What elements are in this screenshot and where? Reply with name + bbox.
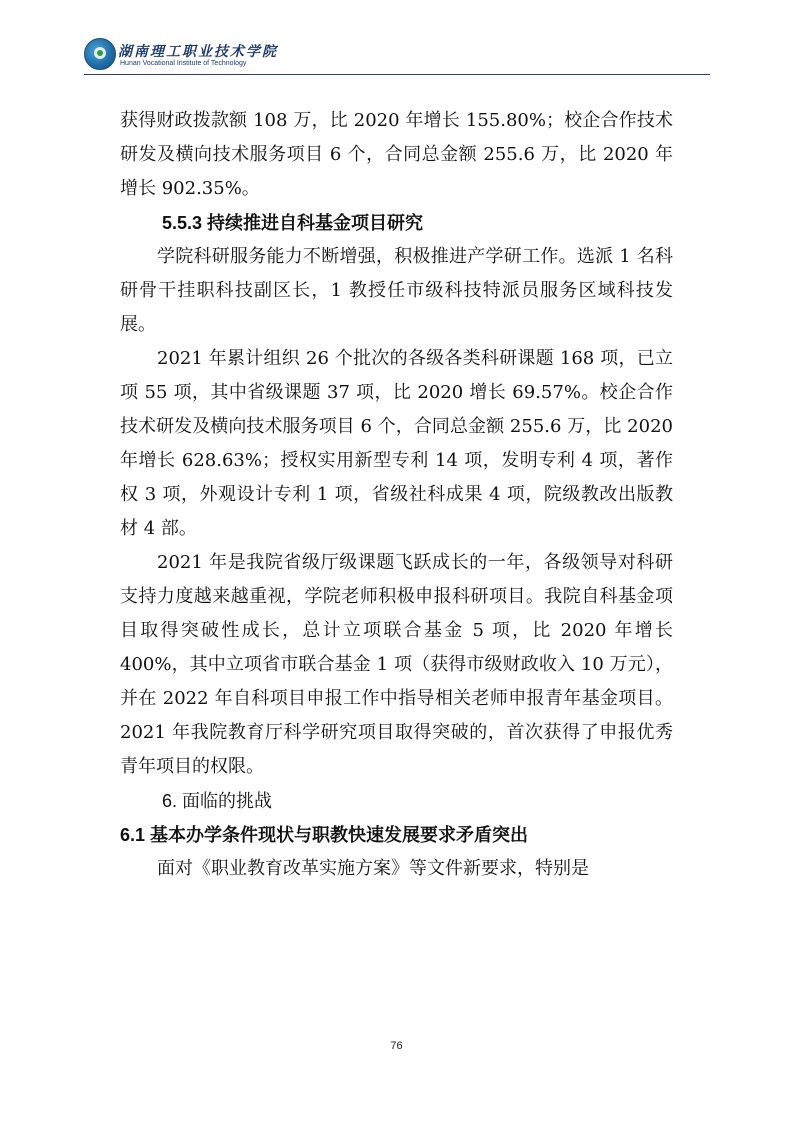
section-heading-5-5-3: 5.5.3 持续推进自科基金项目研究 [162,213,424,233]
paragraph-challenges: 面对《职业教育改革实施方案》等文件新要求，特别是 [157,858,589,879]
paragraph-2021-projects: 2021 年累计组织 26 个批次的各级各类科研课题 168 项，已立项 55 项，其中省级课题 37 项，比 2020 增长 69.57%。校企合作技术研发及横向技术服务项目 6 个，合同总金额 255.6 万，比 2020 年增长 628.63%；授权实用新型专利 14 项，发明专利 4 项，著作权 3 项，外观设计专利 1 项，省级社科成果 4 项，院级教改出版教材 4 部。 [120,348,673,539]
header-divider [84,74,710,75]
paragraph-research-service: 学院科研服务能力不断增强，积极推进产学研工作。选派 1 名科研骨干挂职科技副区长，1 教授任市级科技特派员服务区域科技发展。 [120,246,673,335]
school-name-cn: 湖南理工职业技术学院 [118,44,278,60]
school-emblem-icon [84,38,116,70]
section-heading-6-1: 6.1 基本办学条件现状与职教快速发展要求矛盾突出 [120,825,529,845]
paragraph-funding: 获得财政拨款额 108 万，比 2020 年增长 155.80%；校企合作技术研发及横向技术服务项目 6 个，合同总金额 255.6 万，比 2020 年增长 902.35%。 [120,110,673,199]
section-heading-6: 6. 面临的挑战 [162,791,273,811]
school-name-en: Hunan Vocational Institute of Technology [120,60,247,67]
page-number: 76 [390,1040,403,1052]
page-header [84,38,710,78]
document-body [120,104,673,886]
paragraph-natural-science-fund: 2021 年是我院省级厅级课题飞跃成长的一年，各级领导对科研支持力度越来越重视，学院老师积极申报科研项目。我院自科基金项目取得突破性成长，总计立项联合基金 5 项，比 2020 年增长 400%，其中立项省市联合基金 1 项（获得市级财政收入 10 万元），并在 2022 年自科项目申报工作中指导相关老师申报青年基金项目。2021 年我院教育厅科学研究项目取得突破的，首次获得了申报优秀青年项目的权限。 [120,552,673,777]
